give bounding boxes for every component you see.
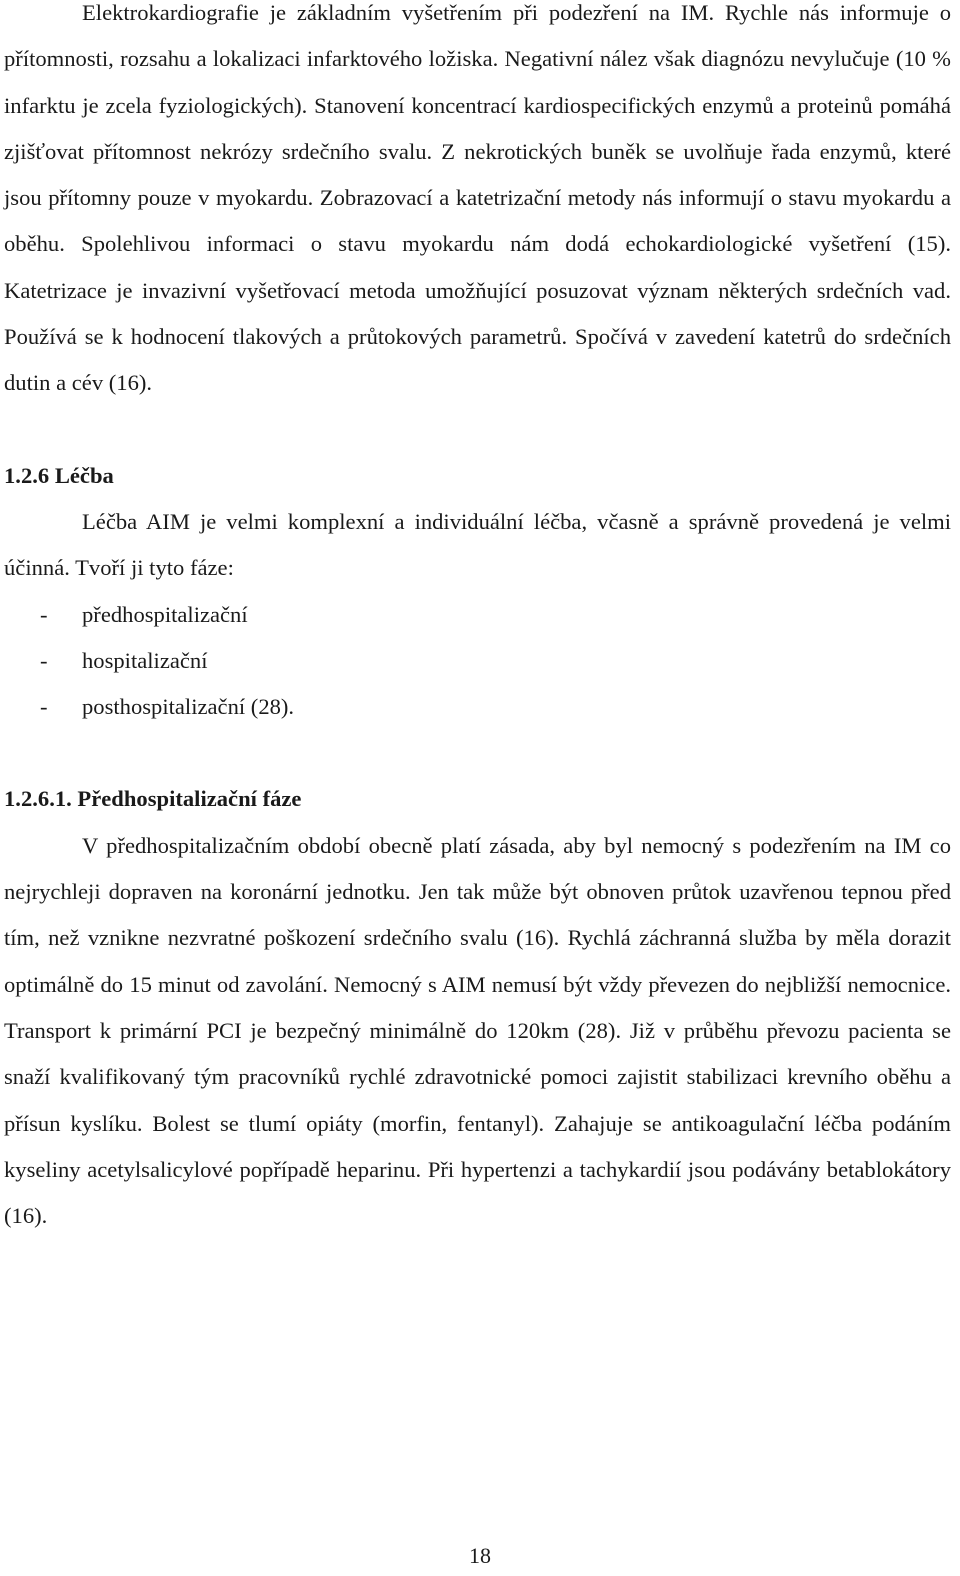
- treatment-phase-list: [4, 592, 951, 731]
- list-item: [4, 638, 951, 684]
- spacer: [4, 730, 951, 776]
- prehospital-paragraph: V předhospitalizačním období obecně platí zásada, aby byl nemocný s podezřením na IM co nejrychleji dopraven na koronární jednotku. Jen tak může být obnoven průtok uzavřenou tepnou před tím, než vznikne nezvratné poškození srdečního svalu (16). Rychlá záchranná služba by měla dorazit optimálně do 15 minut od zavolání. Nemocný s AIM nemusí být vždy převezen do nejbližší nemocnice. Transport k primární PCI je bezpečný minimálně do 120km (28). Již v průběhu převozu pacienta se snaží kvalifikovaný tým pracovníků rychlé zdravotnické pomoci zajistit stabilizaci krevního oběhu a přísun kyslíku. Bolest se tlumí opiáty (morfin, fentanyl). Zahajuje se antikoagulační léčba podáním kyseliny acetylsalicylové popřípadě heparinu. Při hypertenzi a tachykardií jsou podávány betablokátory (16).: [4, 832, 951, 1229]
- list-item-text: předhospitalizační: [82, 601, 248, 627]
- list-item: [4, 684, 951, 730]
- intro-paragraph: Elektrokardiografie je základním vyšetřením při podezření na IM. Rychle nás informuje o přítomnosti, rozsahu a lokalizaci infarktového ložiska. Negativní nález však diagnózu nevylučuje (10 % infarktu je zcela fyziologických). Stanovení koncentrací kardiospecifických enzymů a proteinů pomáhá zjišťovat přítomnost nekrózy srdečního svalu. Z nekrotických buněk se uvolňuje řada enzymů, které jsou přítomny pouze v myokardu. Zobrazovací a katetrizační metody nás informují o stavu myokardu a oběhu. Spolehlivou informaci o stavu myokardu nám dodá echokardiologické vyšetření (15). Katetrizace je invazivní vyšetřovací metoda umožňující posuzovat význam některých srdečních vad. Používá se k hodnocení tlakových a průtokových parametrů. Spočívá v zavedení katetrů do srdečních dutin a cév (16).: [4, 0, 951, 396]
- document-page: [4, 0, 951, 1239]
- section-heading-prehospital: 1.2.6.1. Předhospitalizační fáze: [4, 786, 302, 812]
- page-number: 18: [469, 1543, 491, 1568]
- list-item: [4, 592, 951, 638]
- list-item-text: posthospitalizační (28).: [82, 694, 295, 720]
- section-heading-treatment: 1.2.6 Léčba: [4, 462, 114, 488]
- dash-bullet: -: [40, 647, 48, 673]
- list-item-text: hospitalizační: [82, 647, 208, 673]
- dash-bullet: -: [40, 694, 48, 720]
- treatment-paragraph: Léčba AIM je velmi komplexní a individuální léčba, včasně a správně provedená je velmi účinná. Tvoří ji tyto fáze:: [4, 508, 951, 581]
- dash-bullet: -: [40, 601, 48, 627]
- spacer: [4, 407, 951, 453]
